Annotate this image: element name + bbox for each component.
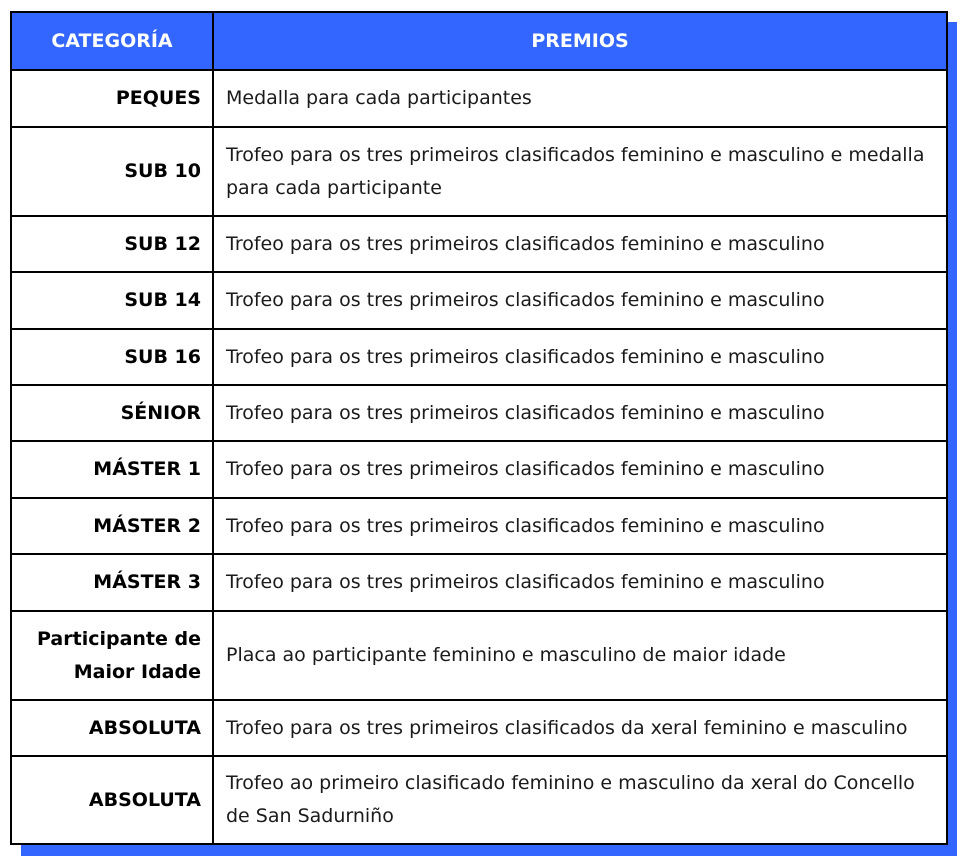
header-category: CATEGORÍA bbox=[11, 12, 213, 70]
row-prize: Trofeo para os tres primeiros clasificados feminino e masculino e medalla para cada participante bbox=[213, 127, 947, 216]
row-category: SUB 12 bbox=[11, 216, 213, 272]
table-row bbox=[11, 498, 947, 554]
table-row bbox=[11, 554, 947, 611]
row-prize: Trofeo ao primeiro clasificado feminino e masculino da xeral do Concello de San Sadurniño bbox=[213, 756, 947, 844]
table-row bbox=[11, 127, 947, 216]
row-prize: Trofeo para os tres primeiros clasificados da xeral feminino e masculino bbox=[213, 700, 947, 756]
row-category: MÁSTER 3 bbox=[11, 554, 213, 611]
row-category: SUB 14 bbox=[11, 272, 213, 329]
table-header-row bbox=[11, 12, 947, 70]
row-prize: Trofeo para os tres primeiros clasificados feminino e masculino bbox=[213, 272, 947, 329]
table-row bbox=[11, 70, 947, 127]
table-row bbox=[11, 756, 947, 844]
table-row bbox=[11, 329, 947, 385]
table-row bbox=[11, 216, 947, 272]
table-row bbox=[11, 700, 947, 756]
row-prize: Trofeo para os tres primeiros clasificados feminino e masculino bbox=[213, 498, 947, 554]
table-row bbox=[11, 441, 947, 498]
header-prizes: PREMIOS bbox=[213, 12, 947, 70]
row-category: ABSOLUTA bbox=[11, 756, 213, 844]
row-category: PEQUES bbox=[11, 70, 213, 127]
row-prize: Trofeo para os tres primeiros clasificados feminino e masculino bbox=[213, 554, 947, 611]
row-category: SUB 16 bbox=[11, 329, 213, 385]
row-prize: Trofeo para os tres primeiros clasificados feminino e masculino bbox=[213, 329, 947, 385]
row-category: SÉNIOR bbox=[11, 385, 213, 441]
row-prize: Trofeo para os tres primeiros clasificados feminino e masculino bbox=[213, 216, 947, 272]
table-row bbox=[11, 385, 947, 441]
row-category: Participante de Maior Idade bbox=[11, 611, 213, 700]
row-prize: Trofeo para os tres primeiros clasificados feminino e masculino bbox=[213, 385, 947, 441]
row-prize: Placa ao participante feminino e masculino de maior idade bbox=[213, 611, 947, 700]
row-prize: Trofeo para os tres primeiros clasificados feminino e masculino bbox=[213, 441, 947, 498]
row-category: MÁSTER 2 bbox=[11, 498, 213, 554]
table-row bbox=[11, 611, 947, 700]
table-row bbox=[11, 272, 947, 329]
row-prize: Medalla para cada participantes bbox=[213, 70, 947, 127]
row-category: ABSOLUTA bbox=[11, 700, 213, 756]
row-category: MÁSTER 1 bbox=[11, 441, 213, 498]
row-category: SUB 10 bbox=[11, 127, 213, 216]
awards-table bbox=[10, 11, 948, 845]
